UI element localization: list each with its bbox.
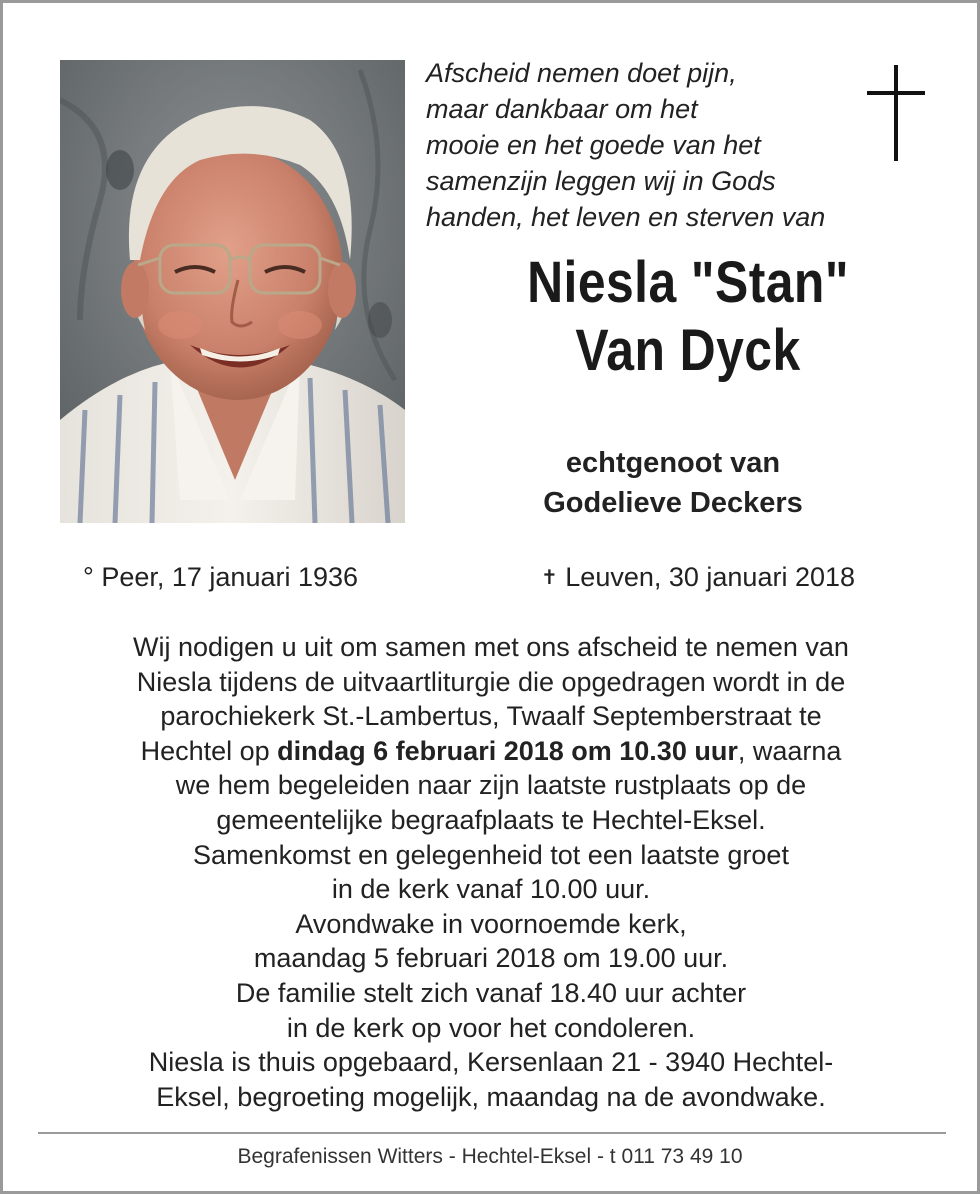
spouse-info <box>473 443 873 523</box>
death-text: Leuven, 30 januari 2018 <box>565 562 856 592</box>
funeral-date: dindag 6 februari 2018 om 10.30 uur <box>277 735 738 766</box>
body-line-post: , waarna <box>737 735 842 766</box>
footer-divider <box>38 1132 946 1134</box>
body-line: De familie stelt zich vanaf 18.40 uur achter <box>235 977 747 1008</box>
portrait-illustration <box>60 60 405 523</box>
body-line: Niesla is thuis opgebaard, Kersenlaan 21 - 3940 Hechtel- <box>148 1047 834 1078</box>
portrait-photo <box>60 60 405 523</box>
body-line: Samenkomst en gelegenheid tot een laatste groet <box>193 839 789 870</box>
birth-text: Peer, 17 januari 1936 <box>101 562 359 592</box>
ceremony-text <box>33 630 949 1114</box>
death-cross-icon: ✝ <box>541 567 558 589</box>
body-line: we hem begeleiden naar zijn laatste rustplaats op de <box>175 770 807 801</box>
body-line: parochiekerk St.-Lambertus, Twaalf Septemberstraat te <box>160 701 822 732</box>
body-line: gemeentelijke begraafplaats te Hechtel-Eksel. <box>216 804 766 835</box>
body-line: in de kerk vanaf 10.00 uur. <box>331 874 651 905</box>
body-line-pre: Hechtel op <box>140 735 278 766</box>
funeral-home-footer: Begrafenissen Witters - Hechtel-Eksel - t 011 73 49 10 <box>237 1145 743 1168</box>
poem <box>426 55 876 235</box>
birth-symbol: ° <box>83 562 94 592</box>
poem-line: samenzijn leggen wij in Gods <box>426 166 776 196</box>
body-line: maandag 5 februari 2018 om 19.00 uur. <box>253 943 729 974</box>
body-line: Avondwake in voornoemde kerk, <box>295 908 687 939</box>
body-line: Wij nodigen u uit om samen met ons afscheid te nemen van <box>133 632 849 662</box>
name-line-1: Niesla "Stan" <box>527 250 849 315</box>
poem-line: Afscheid nemen doet pijn, <box>426 58 737 88</box>
spouse-line-1: echtgenoot van <box>565 447 781 479</box>
deceased-name <box>477 249 898 385</box>
name-line-2: Van Dyck <box>575 318 801 383</box>
death-date <box>541 559 855 598</box>
body-line: Eksel, begroeting mogelijk, maandag na de avondwake. <box>156 1081 826 1112</box>
body-line: Niesla tijdens de uitvaartliturgie die opgedragen wordt in de <box>136 666 846 697</box>
poem-line: mooie en het goede van het <box>426 130 761 160</box>
body-line: in de kerk op voor het condoleren. <box>286 1012 696 1043</box>
spouse-line-2: Godelieve Deckers <box>543 487 803 519</box>
poem-line: maar dankbaar om het <box>426 94 698 124</box>
birth-date <box>83 559 358 595</box>
cross-icon <box>867 65 925 161</box>
body-line <box>33 734 949 769</box>
poem-line: handen, het leven en sterven van <box>426 202 826 232</box>
